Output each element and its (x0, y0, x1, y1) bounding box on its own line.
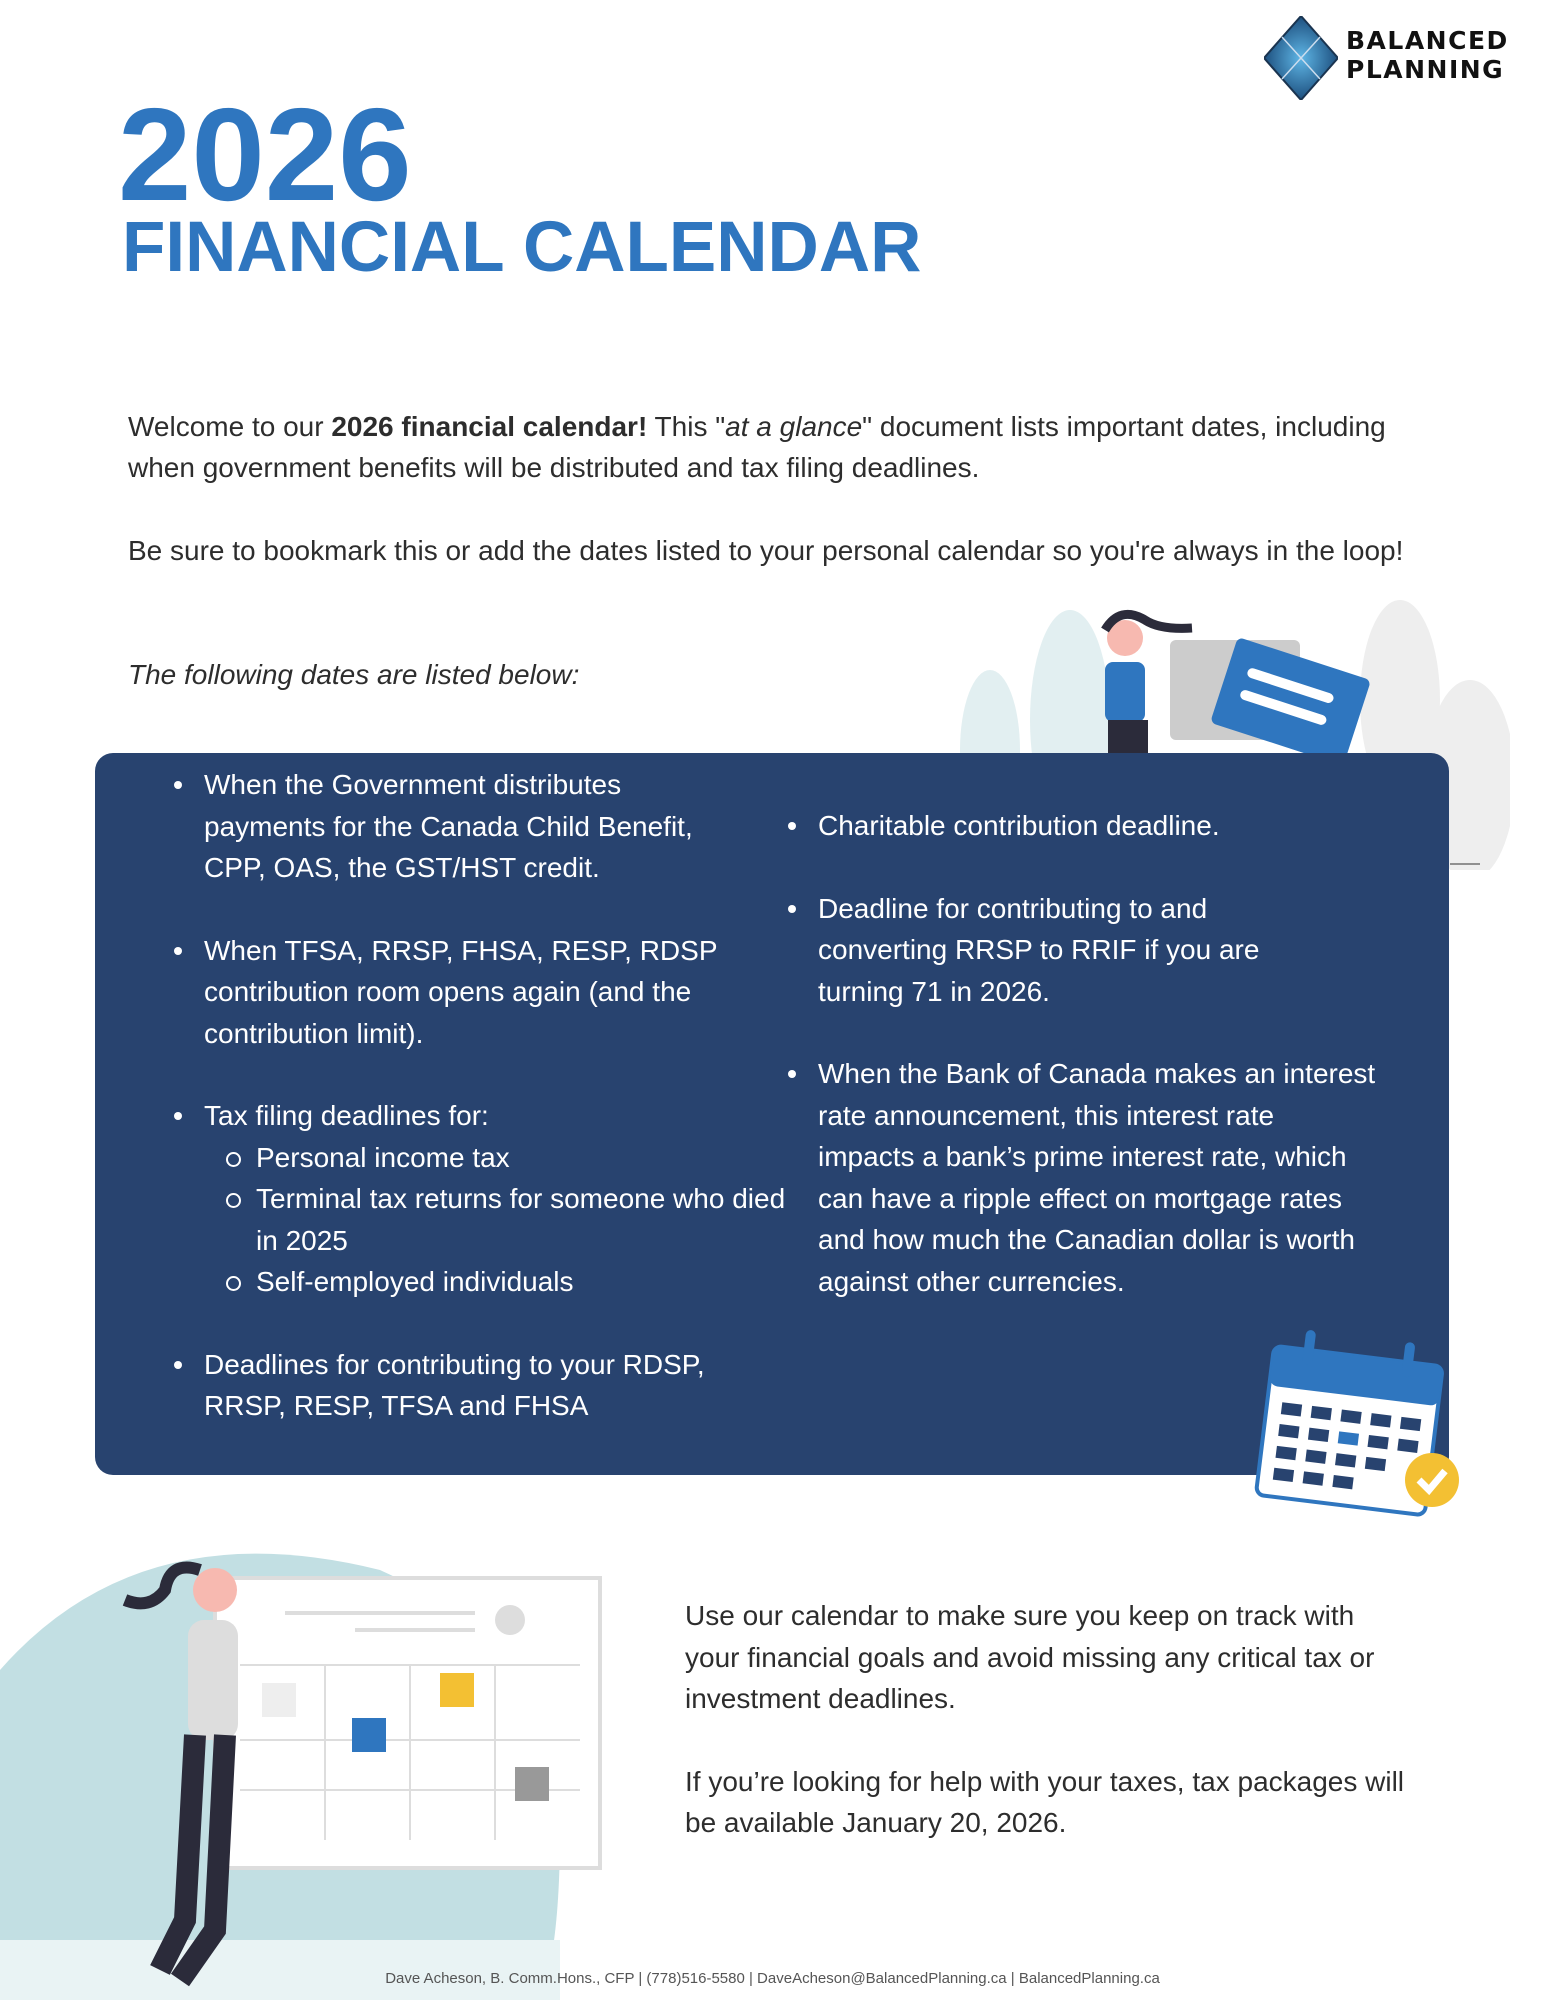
closing-paragraph-1: Use our calendar to make sure you keep on track with your financial goals and avoid missing any critical tax or investment deadlines. (685, 1600, 1375, 1714)
intro-paragraph (128, 406, 1448, 488)
logo-line2: PLANNING (1346, 55, 1505, 84)
t-bold: 2026 financial calendar! (331, 411, 648, 442)
sub-item: Personal income tax (256, 1137, 864, 1179)
list-item-text: Tax filing deadlines for: (204, 1100, 489, 1131)
title-subtitle: FINANCIAL CALENDAR (122, 208, 922, 287)
list-item (204, 1095, 864, 1303)
logo-diamond-icon (1264, 16, 1338, 100)
woman-planner-illustration (0, 1530, 610, 2000)
list-item: Deadlines for contributing to your RDSP, RRSP, RESP, TFSA and FHSA (204, 1344, 764, 1427)
list-item: Deadline for contributing to and converting RRSP to RRIF if you are turning 71 in 2026. (818, 888, 1308, 1013)
logo-line1: BALANCED (1346, 26, 1509, 55)
calendar-check-icon (1245, 1325, 1460, 1525)
t: Welcome to our (128, 411, 332, 442)
t-italic: at a glance (725, 411, 863, 442)
logo-text (1346, 26, 1509, 84)
list-item: When the Government distributes payments for the Canada Child Benefit, CPP, OAS, the GST/HST credit. (204, 764, 744, 889)
t: " document lists important dates, including when government benefits will be distributed and tax filing deadlines. (128, 411, 1386, 483)
footer-contact: Dave Acheson, B. Comm.Hons., CFP | (778)516-5580 | DaveAcheson@BalancedPlanning.ca | BalancedPlanning.ca (385, 1970, 1160, 1987)
list-intro: The following dates are listed below: (128, 659, 580, 690)
closing-text (685, 1595, 1405, 1844)
title-year: 2026 (118, 81, 412, 228)
t: This " (647, 411, 726, 442)
sub-item: Self-employed individuals (256, 1261, 864, 1303)
closing-paragraph-2: If you’re looking for help with your taxes, tax packages will be available January 20, 2026. (685, 1765, 1405, 1838)
bookmark-paragraph: Be sure to bookmark this or add the dates listed to your personal calendar so you're always in the loop! (128, 535, 1404, 566)
list-item: When the Bank of Canada makes an interest rate announcement, this interest rate impacts a bank’s prime interest rate, which can have a ripple effect on mortgage rates and how much the Canadian dollar is worth against other currencies. (818, 1053, 1378, 1302)
list-item: When TFSA, RRSP, FHSA, RESP, RDSP contribution room opens again (and the contribution limit). (204, 930, 764, 1055)
list-item: Charitable contribution deadline. (818, 805, 1378, 847)
sub-item: Terminal tax returns for someone who died in 2025 (256, 1178, 786, 1261)
